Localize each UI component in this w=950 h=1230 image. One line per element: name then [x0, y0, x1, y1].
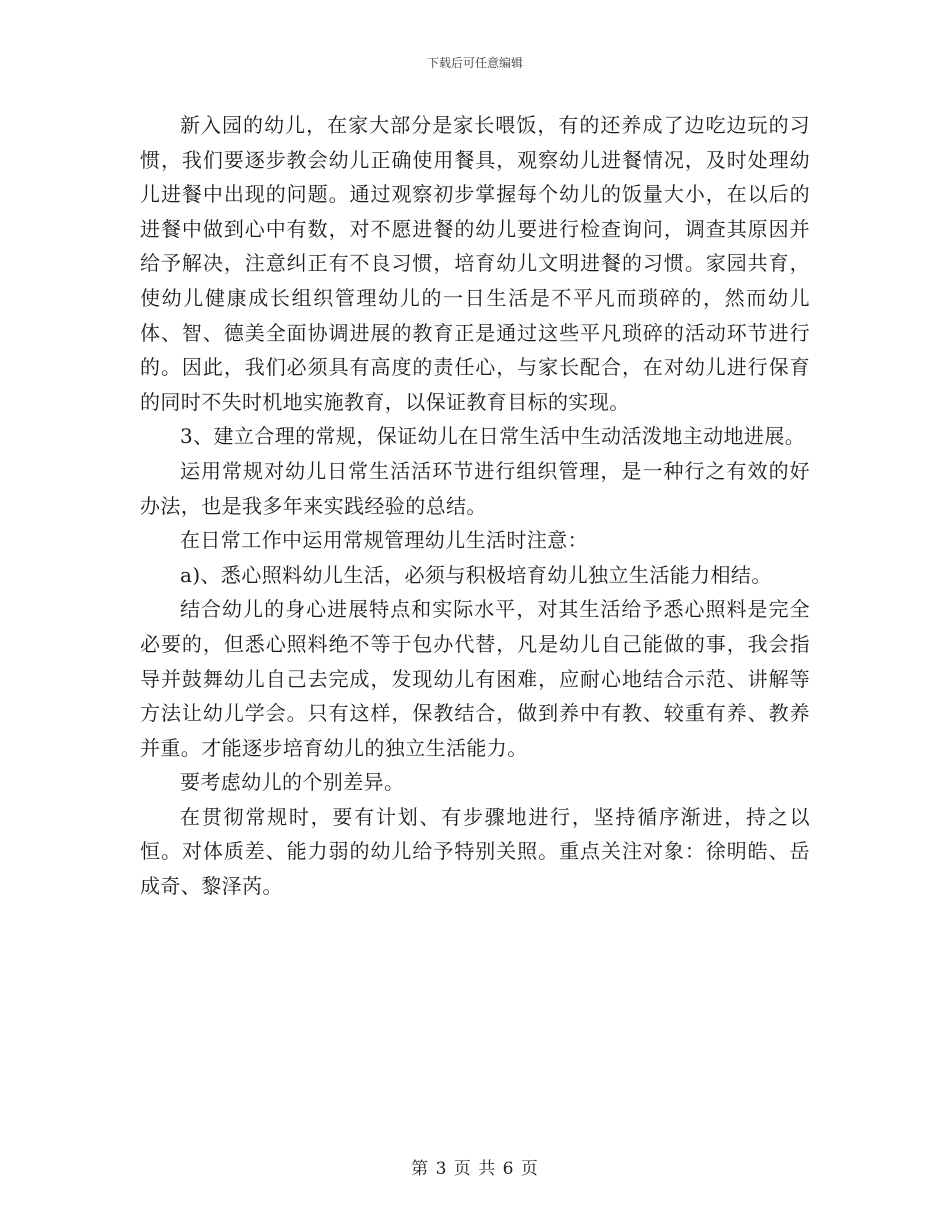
- paragraph: 运用常规对幼儿日常生活活环节进行组织管理，是一种行之有效的好办法，也是我多年来实践经验的总结。: [140, 458, 810, 518]
- paragraph: 要考虑幼儿的个别差异。: [180, 770, 405, 795]
- paragraph: 结合幼儿的身心进展特点和实际水平，对其生活给予悉心照料是完全必要的，但悉心照料绝不等于包办代替，凡是幼儿自己能做的事，我会指导并鼓舞幼儿自己去完成，发现幼儿有困难，应耐心地结合示范、讲解等方法让幼儿学会。只有这样，保教结合，做到养中有教、较重有养、教养并重。才能逐步培育幼儿的独立生活能力。: [140, 597, 810, 760]
- paragraph: 新入园的幼儿，在家大部分是家长喂饭，有的还养成了边吃边玩的习惯，我们要逐步教会幼儿正确使用餐具，观察幼儿进餐情况，及时处理幼儿进餐中出现的问题。通过观察初步掌握每个幼儿的饭量大小，在以后的进餐中做到心中有数，对不愿进餐的幼儿要进行检查询问，调查其原因并给予解决，注意纠正有不良习惯，培育幼儿文明进餐的习惯。家园共育，使幼儿健康成长组织管理幼儿的一日生活是不平凡而琐碎的，然而幼儿体、智、德美全面协调进展的教育正是通过这些平凡琐碎的活动环节进行的。因此，我们必须具有高度的责任心，与家长配合，在对幼儿进行保育的同时不失时机地实施教育，以保证教育目标的实现。: [140, 113, 810, 414]
- paragraph: 在贯彻常规时，要有计划、有步骤地进行，坚持循序渐进，持之以恒。对体质差、能力弱的幼儿给予特别关照。重点关注对象：徐明皓、岳成奇、黎泽芮。: [140, 804, 810, 899]
- paragraph: a)、悉心照料幼儿生活，必须与积极培育幼儿独立生活能力相结。: [180, 562, 772, 587]
- paragraph: 3、建立合理的常规，保证幼儿在日常生活中生动活泼地主动地进展。: [180, 424, 806, 449]
- header-note: 下载后可任意编辑: [426, 56, 523, 70]
- page-number-footer: 第 3 页 共 6 页: [411, 1159, 539, 1179]
- paragraph: 在日常工作中运用常规管理幼儿生活时注意：: [180, 528, 588, 553]
- document-body: [140, 108, 810, 904]
